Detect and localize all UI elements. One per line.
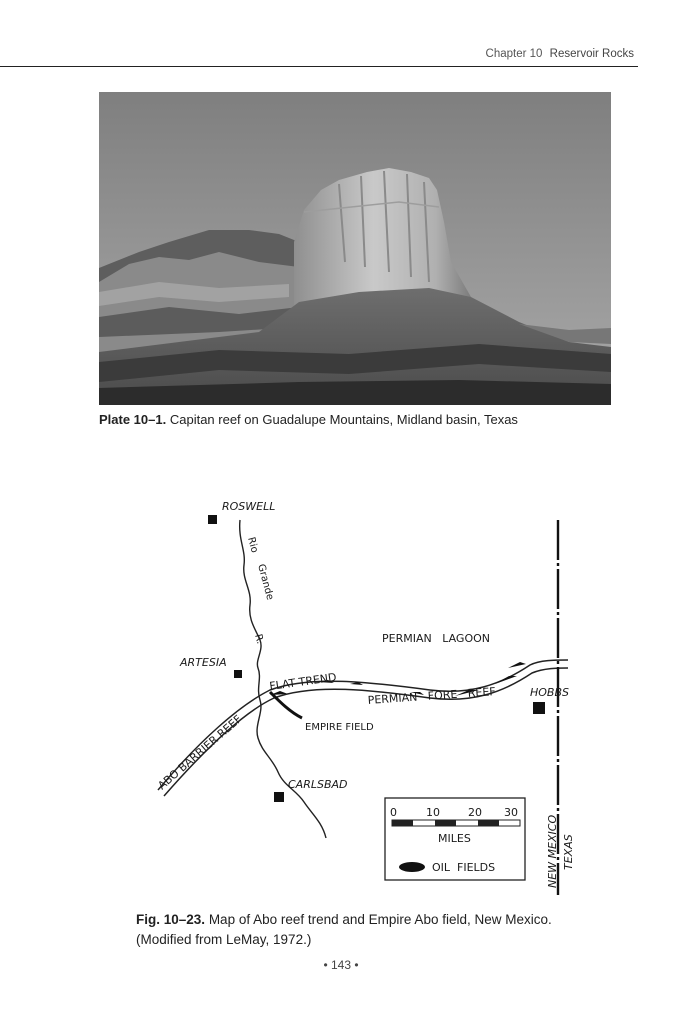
label-hobbs: HOBBS bbox=[530, 686, 570, 699]
figure-caption-text: Map of Abo reef trend and Empire Abo field, New Mexico. (Modified from LeMay, 1972.) bbox=[136, 912, 552, 947]
label-artesia: ARTESIA bbox=[180, 656, 227, 669]
label-roswell: ROSWELL bbox=[222, 500, 276, 513]
plate-caption bbox=[99, 412, 518, 427]
abo-reef-map bbox=[140, 490, 590, 900]
scale-unit: MILES bbox=[438, 832, 471, 845]
label-rio: Rio bbox=[245, 535, 260, 555]
scale-tick-20: 20 bbox=[468, 806, 482, 819]
chapter-number: Chapter 10 bbox=[485, 48, 543, 60]
label-new-mexico: NEW MEXICO bbox=[546, 814, 559, 888]
empire-field-outline bbox=[270, 692, 302, 718]
scale-tick-10: 10 bbox=[426, 806, 440, 819]
plate-photo bbox=[99, 92, 611, 405]
header-rule bbox=[0, 66, 638, 67]
plate-label: Plate 10–1. bbox=[99, 412, 167, 427]
roswell-marker bbox=[208, 515, 217, 524]
label-river-r: R. bbox=[252, 632, 266, 646]
chapter-title: Reservoir Rocks bbox=[549, 48, 634, 60]
label-flat-trend: FLAT TREND bbox=[268, 670, 338, 693]
label-carlsbad: CARLSBAD bbox=[288, 778, 348, 791]
page-number: • 143 • bbox=[323, 958, 359, 972]
scale-tick-0: 0 bbox=[390, 806, 397, 819]
oil-field-legend-icon bbox=[399, 862, 425, 872]
label-abo-barrier-reef: ABO BARRIER REEF bbox=[155, 712, 245, 793]
label-empire-field: EMPIRE FIELD bbox=[305, 722, 374, 733]
figure-label: Fig. 10–23. bbox=[136, 912, 206, 927]
carlsbad-marker bbox=[274, 792, 284, 802]
scale-tick-30: 30 bbox=[504, 806, 518, 819]
hobbs-marker bbox=[533, 702, 545, 714]
legend-oil-fields: OIL FIELDS bbox=[432, 861, 496, 874]
label-permian-fore-reef: PERMIAN FORE REEF bbox=[367, 685, 497, 707]
label-grande: Grande bbox=[255, 562, 276, 602]
running-head bbox=[486, 48, 634, 60]
artesia-marker bbox=[234, 670, 242, 678]
figure-caption bbox=[136, 910, 596, 950]
label-texas: TEXAS bbox=[562, 834, 575, 870]
plate-caption-text: Capitan reef on Guadalupe Mountains, Midland basin, Texas bbox=[169, 412, 518, 427]
label-permian-lagoon: PERMIAN LAGOON bbox=[382, 632, 490, 645]
